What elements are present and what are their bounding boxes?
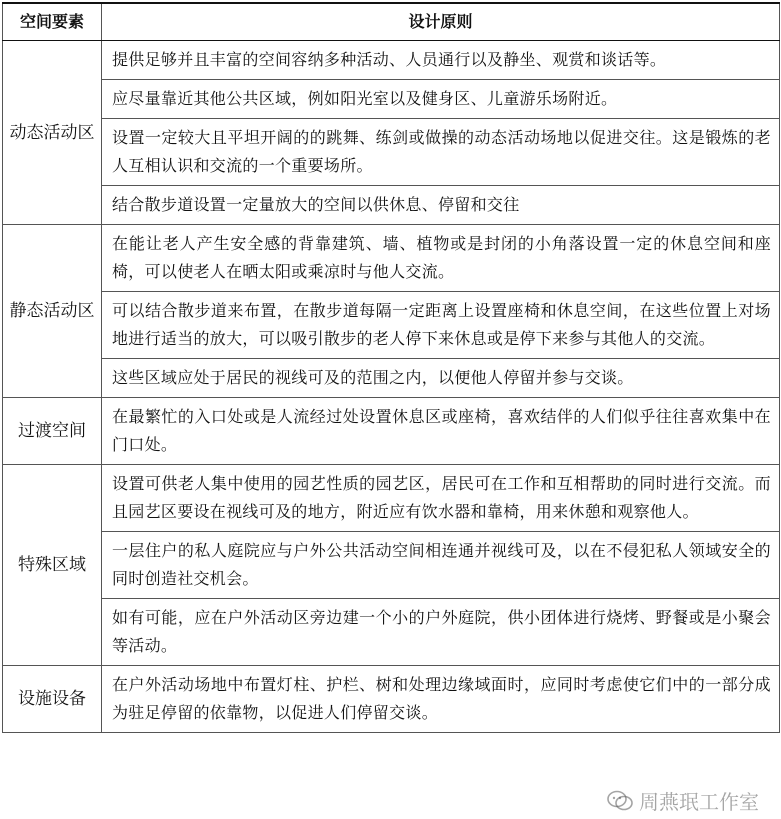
design-principle-cell: 设置可供老人集中使用的园艺性质的园艺区，居民可在工作和互相帮助的同时进行交流。而且园艺区要设在视线可及的地方，附近应有饮水器和靠椅，用来休憩和观察他人。 — [102, 465, 780, 532]
space-element-cell: 过渡空间 — [3, 398, 102, 465]
watermark-text: 周燕珉工作室 — [639, 790, 759, 814]
design-principle-cell: 一层住户的私人庭院应与户外公共活动空间相连通并视线可及，以在不侵犯私人领域安全的同时创造社交机会。 — [102, 532, 780, 599]
header-space-element: 空间要素 — [3, 3, 102, 41]
space-element-cell: 静态活动区 — [3, 225, 102, 398]
design-principle-cell: 可以结合散步道来布置，在散步道每隔一定距离上设置座椅和休息空间，在这些位置上对场地进行适当的放大，可以吸引散步的老人停下来休息或是停下来参与其他人的交流。 — [102, 292, 780, 359]
table-row — [3, 80, 780, 119]
table-row — [3, 292, 780, 359]
design-principle-cell: 在能让老人产生安全感的背靠建筑、墙、植物或是封闭的小角落设置一定的休息空间和座椅，可以使老人在晒太阳或乘凉时与他人交流。 — [102, 225, 780, 292]
design-principle-cell: 在户外活动场地中布置灯柱、护栏、树和处理边缘域面时，应同时考虑使它们中的一部分成为驻足停留的依靠物，以促进人们停留交谈。 — [102, 666, 780, 733]
space-element-cell: 特殊区域 — [3, 465, 102, 666]
design-principle-cell: 在最繁忙的入口处或是人流经过处设置休息区或座椅，喜欢结伴的人们似乎往往喜欢集中在门口处。 — [102, 398, 780, 465]
wechat-icon — [607, 790, 633, 812]
design-principle-cell: 设置一定较大且平坦开阔的的跳舞、练剑或做操的动态活动场地以促进交往。这是锻炼的老人互相认识和交流的一个重要场所。 — [102, 119, 780, 186]
design-principle-cell: 应尽量靠近其他公共区域，例如阳光室以及健身区、儿童游乐场附近。 — [102, 80, 780, 119]
watermark — [607, 786, 759, 815]
table-row — [3, 186, 780, 225]
header-design-principle: 设计原则 — [102, 3, 780, 41]
table-row — [3, 225, 780, 292]
design-principle-cell: 如有可能，应在户外活动区旁边建一个小的户外庭院，供小团体进行烧烤、野餐或是小聚会等活动。 — [102, 599, 780, 666]
table-row — [3, 532, 780, 599]
table-row — [3, 398, 780, 465]
design-principle-cell: 这些区域应处于居民的视线可及的范围之内，以便他人停留并参与交谈。 — [102, 359, 780, 398]
table-row — [3, 359, 780, 398]
table-body — [3, 41, 780, 733]
table-row — [3, 465, 780, 532]
table-row — [3, 599, 780, 666]
design-principle-cell: 提供足够并且丰富的空间容纳多种活动、人员通行以及静坐、观赏和谈话等。 — [102, 41, 780, 80]
space-element-cell: 动态活动区 — [3, 41, 102, 225]
space-element-cell: 设施设备 — [3, 666, 102, 733]
table-row — [3, 666, 780, 733]
table-row — [3, 41, 780, 80]
table-row — [3, 119, 780, 186]
design-principle-cell: 结合散步道设置一定量放大的空间以供休息、停留和交往 — [102, 186, 780, 225]
design-principles-table — [2, 2, 780, 733]
table-header — [3, 3, 780, 41]
